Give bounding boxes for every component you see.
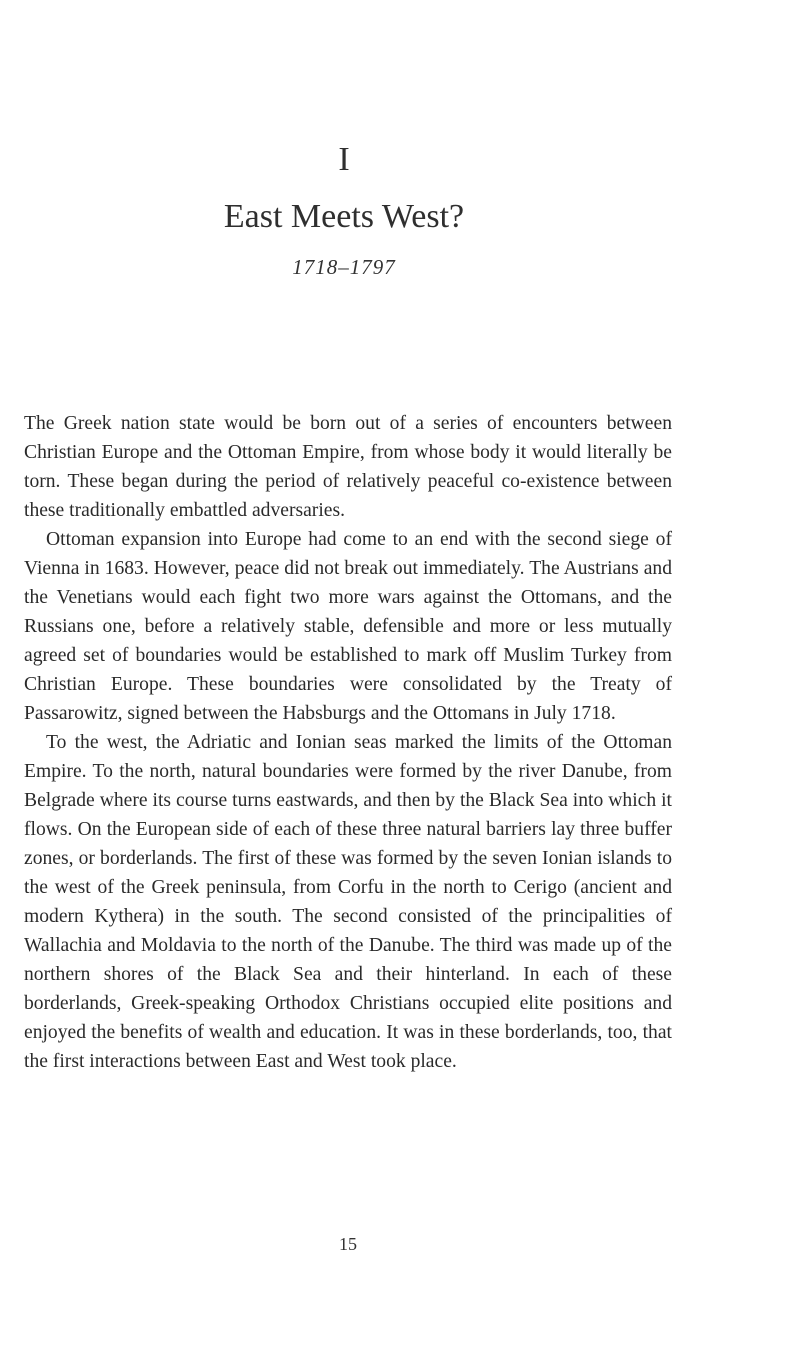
paragraph-1: The Greek nation state would be born out of a series of encounters between Christian Europe and the Ottoman Empire, from whose body it would literally be torn. These began during the period of relatively peaceful co-existence between these traditionally embattled adversaries. <box>24 413 672 521</box>
page-number: 15 <box>339 1234 357 1254</box>
chapter-number: I <box>338 141 350 178</box>
paragraph-3: To the west, the Adriatic and Ionian seas marked the limits of the Ottoman Empire. To the north, natural boundaries were formed by the river Danube, from Belgrade where its course turns eastwards, and then by the Black Sea into which it flows. On the European side of each of these three natural barriers lay three buffer zones, or borderlands. The first of these was formed by the seven Ionian islands to the west of the Greek peninsula, from Corfu in the north to Cerigo (ancient and modern Kythera) in the south. The second consisted of the principalities of Wallachia and Moldavia to the north of the Danube. The third was made up of the northern shores of the Black Sea and their hinterland. In each of these borderlands, Greek-speaking Orthodox Christians occupied elite positions and enjoyed the benefits of wealth and education. It was in these borderlands, too, that the first interactions between East and West took place. <box>24 732 672 1072</box>
chapter-title: East Meets West? <box>223 198 465 235</box>
paragraph-2: Ottoman expansion into Europe had come to an end with the second siege of Vienna in 1683. However, peace did not break out immediately. The Austrians and the Venetians would each fight two more wars against the Ottomans, and the Russians one, before a relatively stable, defensible and more or less mutually agreed set of boundaries would be established to mark off Muslim Turkey from Christian Europe. These boundaries were consolidated by the Treaty of Passarowitz, signed between the Habsburgs and the Ottomans in July 1718. <box>24 529 672 724</box>
body-text <box>24 409 672 1076</box>
chapter-dates: 1718–1797 <box>292 255 396 279</box>
